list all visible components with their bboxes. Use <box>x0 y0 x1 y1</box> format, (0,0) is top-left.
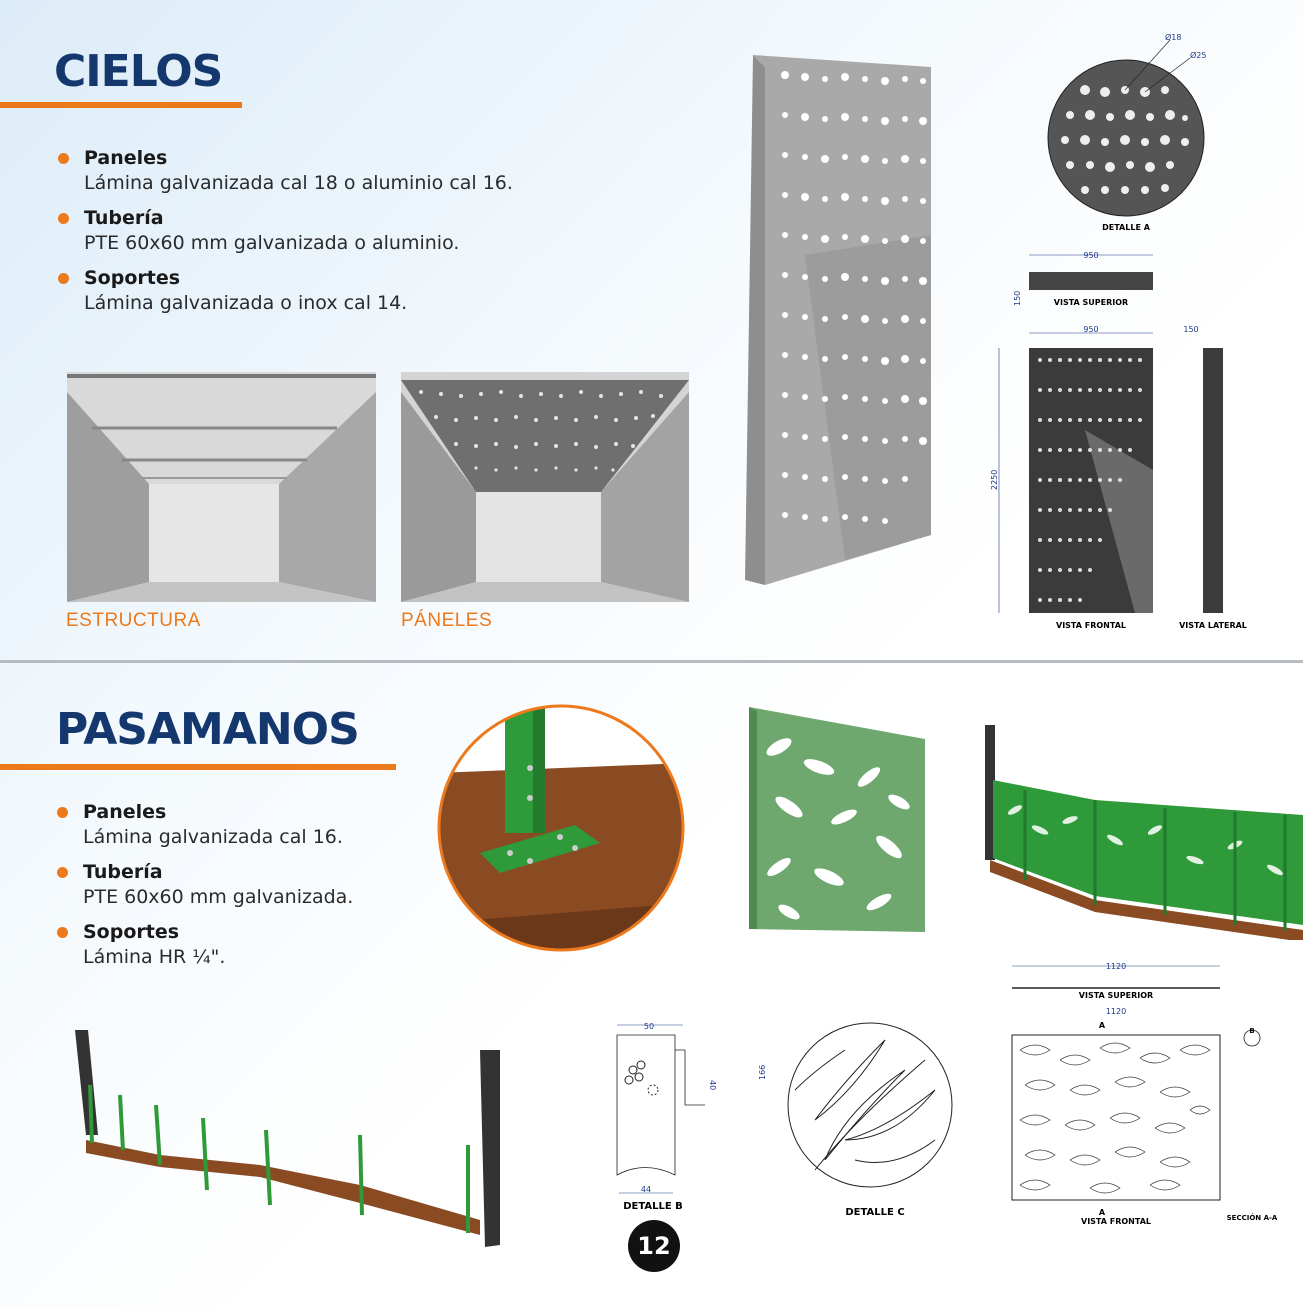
cielos-spec-list <box>58 146 618 326</box>
cielos-spec-item <box>58 146 618 196</box>
dim-150-top: 150 <box>1013 290 1022 306</box>
panels-render-image <box>401 372 689 602</box>
spec-title: Tubería <box>83 861 163 883</box>
detail-b-marker: B <box>1249 1027 1255 1035</box>
pasamanos-spec-item <box>57 860 437 910</box>
dim-d18: Ø18 <box>1165 33 1182 42</box>
spec-title: Soportes <box>83 921 180 943</box>
railing-front-view-label: VISTA FRONTAL <box>1081 1217 1151 1226</box>
cielos-technical-drawing <box>985 30 1255 640</box>
spec-desc: Lámina galvanizada cal 16. <box>83 826 343 848</box>
dim-50: 50 <box>643 1022 655 1031</box>
spec-desc: Lámina galvanizada o inox cal 14. <box>84 292 408 314</box>
dim-2250: 2250 <box>990 469 999 490</box>
railing-technical-drawing <box>990 960 1280 1230</box>
bullet-dot <box>58 273 69 284</box>
cielos-title-underline <box>0 102 242 108</box>
page-number: 12 <box>628 1220 680 1272</box>
leaf-panel-3d-image <box>749 707 927 932</box>
dim-950-front: 950 <box>1083 325 1099 334</box>
dim-40: 40 <box>708 1080 717 1091</box>
pasamanos-spec-list <box>57 800 437 980</box>
structure-caption: ESTRUCTURA <box>66 610 201 631</box>
dim-950-top: 950 <box>1083 251 1099 260</box>
dim-1120-front: 1120 <box>1105 1007 1127 1016</box>
spec-title: Paneles <box>83 801 167 823</box>
detail-b-drawing <box>605 1015 725 1215</box>
railing-top-view-label: VISTA SUPERIOR <box>1078 991 1154 1000</box>
detail-a-label: DETALLE A <box>1102 223 1150 232</box>
pasamanos-spec-item <box>57 920 437 970</box>
bullet-dot <box>57 867 68 878</box>
dim-1120-top: 1120 <box>1105 962 1127 971</box>
cielos-spec-item <box>58 266 618 316</box>
spec-title: Paneles <box>84 147 168 169</box>
detail-c-drawing <box>755 1020 965 1220</box>
post-base-detail-image <box>435 703 687 953</box>
spec-desc: PTE 60x60 mm galvanizada o aluminio. <box>84 232 460 254</box>
structure-render-image <box>67 372 376 602</box>
spec-title: Soportes <box>84 267 181 289</box>
perforated-panel-3d-image <box>745 55 935 585</box>
dim-44: 44 <box>640 1185 652 1194</box>
detail-b-label: DETALLE B <box>623 1201 683 1212</box>
bullet-dot <box>58 213 69 224</box>
dim-166: 166 <box>758 1064 767 1080</box>
spec-desc: Lámina galvanizada cal 18 o aluminio cal 16. <box>84 172 513 194</box>
spec-desc: PTE 60x60 mm galvanizada. <box>83 886 354 908</box>
panels-caption: PÁNELES <box>401 610 493 631</box>
bullet-dot <box>58 153 69 164</box>
dim-150-side: 150 <box>1183 325 1199 334</box>
bullet-dot <box>57 927 68 938</box>
top-view-label: VISTA SUPERIOR <box>1053 298 1129 307</box>
railing-3d-image <box>985 720 1303 940</box>
section-mark-a-bottom: A <box>1098 1208 1106 1217</box>
section-mark-a-top: A <box>1098 1021 1106 1030</box>
pasamanos-title: PASAMANOS <box>56 704 359 755</box>
bullet-dot <box>57 807 68 818</box>
dim-d25: Ø25 <box>1190 51 1207 60</box>
spec-title: Tubería <box>84 207 164 229</box>
railing-posts-render-image <box>70 1025 530 1250</box>
section-divider <box>0 660 1303 663</box>
side-view-label: VISTA LATERAL <box>1179 621 1247 630</box>
spec-desc: Lámina HR ¼". <box>83 946 226 968</box>
detail-c-label: DETALLE C <box>845 1207 905 1218</box>
cielos-title: CIELOS <box>54 46 223 97</box>
pasamanos-title-underline <box>0 764 396 770</box>
section-aa-label: SECCIÓN A-A <box>1226 1214 1278 1222</box>
front-view-label: VISTA FRONTAL <box>1056 621 1126 630</box>
pasamanos-spec-item <box>57 800 437 850</box>
cielos-spec-item <box>58 206 618 256</box>
